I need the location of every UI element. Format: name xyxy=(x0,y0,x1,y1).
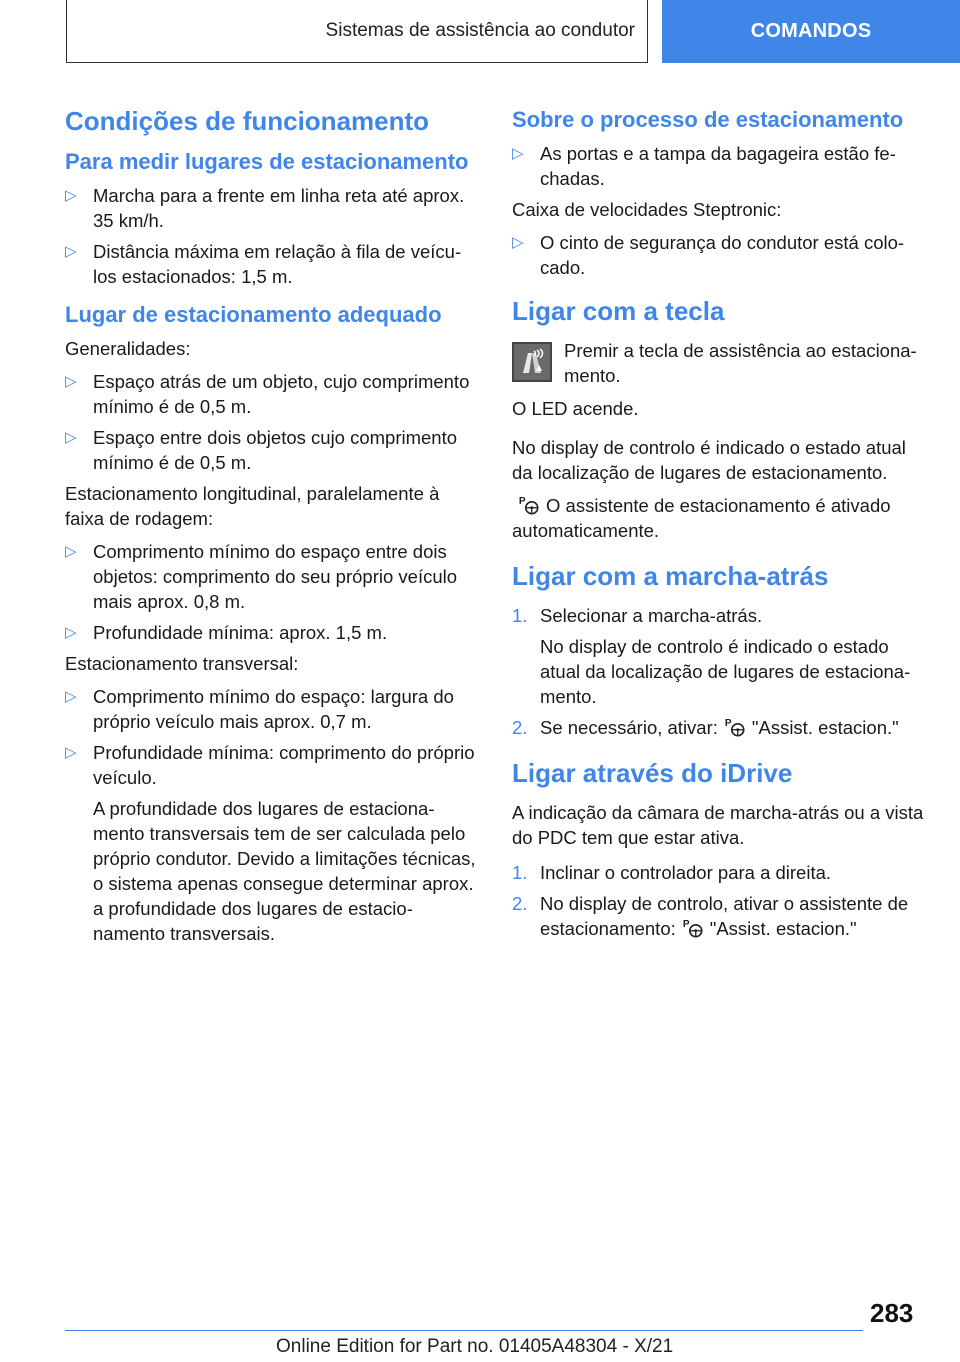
heading-conditions: Condições de funcionamento xyxy=(65,106,430,136)
process-list xyxy=(512,141,924,191)
general-label: Generalidades: xyxy=(65,338,191,359)
header-chapter-tab xyxy=(662,0,960,63)
longitudinal-label: Estacionamento longitudinal, paralelamente à faixa de rodagem: xyxy=(65,483,440,529)
heading-button: Ligar com a tecla xyxy=(512,296,725,326)
svg-text:P: P xyxy=(518,496,526,508)
parking-steering-icon xyxy=(518,494,540,516)
heading-process: Sobre o processo de estacionamento xyxy=(512,107,904,132)
svg-text:P: P xyxy=(682,919,690,931)
triangle-bullet-icon: ▷ xyxy=(65,187,77,204)
parking-assistant-button-icon xyxy=(512,342,552,382)
display-text: No display de controlo é indicado o estado atual da localização de lugares de estacionamento. xyxy=(512,437,906,483)
page-number: 283 xyxy=(870,1298,914,1328)
list-item: ▷ Profundidade mínima: comprimento do próprio veículo. A profundidade dos lugares de estacionamento transversais tem de ser calculada pelo próprio condutor. Devido a limitações técnicas, o sistema apenas consegue determinar aprox. a profundidade dos lugares de estacionamento transversais. xyxy=(65,742,476,944)
header-section-label: Sistemas de assistência ao condutor xyxy=(325,20,635,41)
button-instruction xyxy=(512,338,924,388)
list-item: ▷ Profundidade mínima: aprox. 1,5 m. xyxy=(65,622,388,643)
reverse-steps xyxy=(512,603,924,740)
list-item: 1. Selecionar a marcha-atrás. No display de controlo é indicado o estado atual da localização de lugares de estacionamento. xyxy=(512,605,911,707)
triangle-bullet-icon: ▷ xyxy=(65,373,77,390)
list-item: 1. Inclinar o controlador para a direita. xyxy=(512,862,832,883)
triangle-bullet-icon: ▷ xyxy=(65,744,77,761)
transversal-list xyxy=(65,684,477,946)
heading-reverse: Ligar com a marcha-atrás xyxy=(512,561,829,591)
idrive-steps xyxy=(512,860,924,941)
list-item: ▷ Espaço atrás de um objeto, cujo comprimento mínimo é de 0,5 m. xyxy=(65,371,470,417)
triangle-bullet-icon: ▷ xyxy=(65,688,77,705)
list-item: ▷ Comprimento mínimo do espaço: largura do próprio veículo mais aprox. 0,7 m. xyxy=(65,686,454,732)
triangle-bullet-icon: ▷ xyxy=(512,145,524,162)
idrive-text: A indicação da câmara de marcha-atrás ou a vista do PDC tem que estar ativa. xyxy=(512,802,924,848)
footer-divider xyxy=(65,1330,863,1331)
measure-list xyxy=(65,183,477,289)
parking-steering-icon xyxy=(682,917,704,939)
heading-suitable: Lugar de estacionamento adequado xyxy=(65,302,442,327)
steptronic-label: Caixa de velocidades Steptronic: xyxy=(512,199,782,220)
steptronic-list xyxy=(512,230,924,280)
heading-idrive: Ligar através do iDrive xyxy=(512,758,793,788)
right-column xyxy=(512,96,924,947)
list-item: ▷ Espaço entre dois objetos cujo comprimento mínimo é de 0,5 m. xyxy=(65,427,458,473)
triangle-bullet-icon: ▷ xyxy=(65,543,77,560)
triangle-bullet-icon: ▷ xyxy=(65,624,77,641)
led-text: O LED acende. xyxy=(512,398,639,419)
triangle-bullet-icon: ▷ xyxy=(512,234,524,251)
header-chapter-label: COMANDOS xyxy=(750,20,872,42)
list-item: ▷ Comprimento mínimo do espaço entre dois objetos: comprimento do seu próprio veículo mais aprox. 0,8 m. xyxy=(65,541,458,612)
footer-edition: Online Edition for Part no. 01405A48304 - X/21 xyxy=(276,1336,674,1357)
parking-steering-icon xyxy=(724,716,746,738)
triangle-bullet-icon: ▷ xyxy=(65,243,77,260)
longitudinal-list xyxy=(65,539,477,645)
list-item: 2. Se necessário, ativar: P "Assist. estacion." xyxy=(512,717,899,738)
list-item: ▷ Marcha para a frente em linha reta até aprox. 35 km/h. xyxy=(65,185,465,231)
list-item: 2. No display de controlo, ativar o assistente de estacionamento: P "Assist. estacion." xyxy=(512,893,909,939)
left-column xyxy=(65,96,477,952)
transversal-label: Estacionamento transversal: xyxy=(65,653,299,674)
header-section-title xyxy=(66,0,648,63)
svg-text:P: P xyxy=(724,718,732,730)
heading-measure: Para medir lugares de estacionamento xyxy=(65,149,469,174)
list-item: ▷ Distância máxima em relação à fila de veículos estacionados: 1,5 m. xyxy=(65,241,462,287)
triangle-bullet-icon: ▷ xyxy=(65,429,77,446)
list-item: ▷ As portas e a tampa da bagageira estão fechadas. xyxy=(512,143,896,189)
button-instruction-text: Premir a tecla de assistência ao estacionamento. xyxy=(564,340,917,386)
general-list xyxy=(65,369,477,475)
transversal-note: A profundidade dos lugares de estacionamento transversais tem de ser calculada pelo próprio condutor. Devido a limitações técnicas, o sistema apenas consegue determinar aprox. a profundidade dos lugares de estacionamento transversais. xyxy=(93,798,476,944)
list-item: ▷ O cinto de segurança do condutor está colocado. xyxy=(512,232,905,278)
auto-activation-text: P O assistente de estacionamento é ativado automaticamente. xyxy=(512,495,891,541)
